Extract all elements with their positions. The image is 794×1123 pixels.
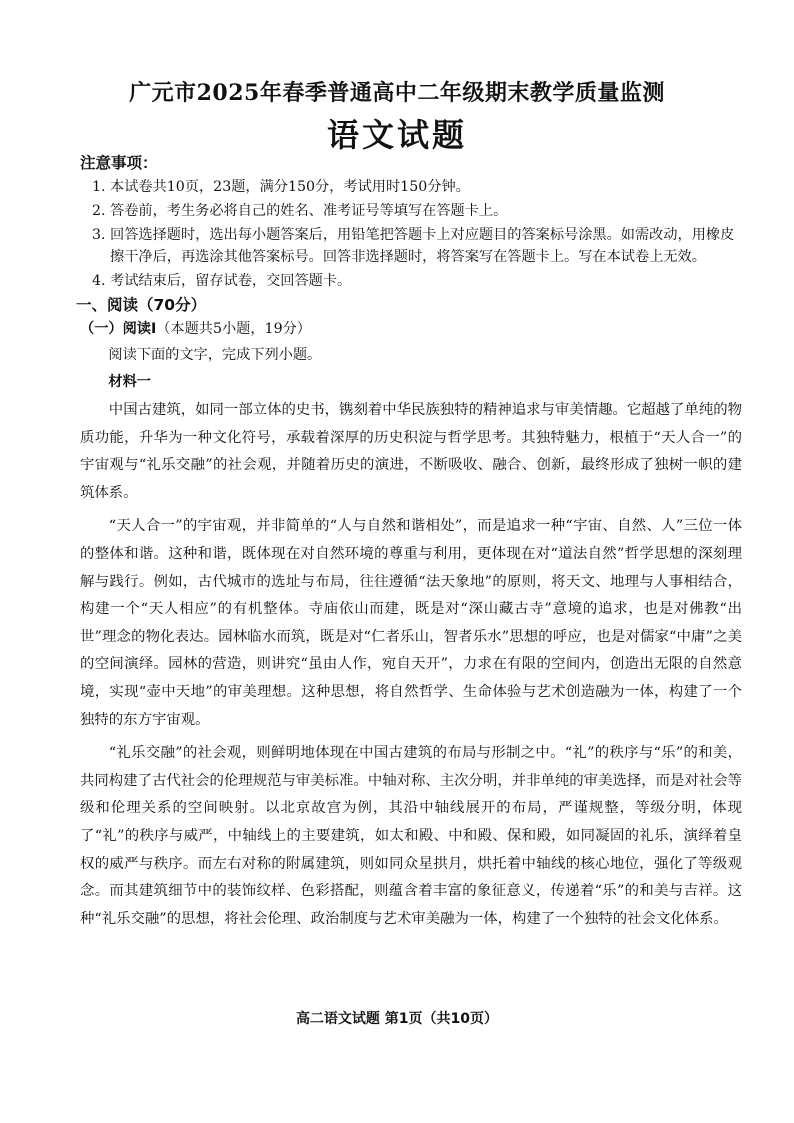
- page-footer: 高二语文试题 第1页（共10页）: [295, 1011, 499, 1027]
- exam-subject-title: 语文试题: [326, 116, 467, 154]
- material-paragraph: “礼乐交融”的社会观，则鲜明地体现在中国古建筑的布局与形制之中。“礼”的秩序与“乐”的和美，共同构建了古代社会的伦理规范与审美标准。中轴对称、主次分明，并非单纯的审美选择，而是对社会等级和伦理关系的空间映射。以北京故宫为例，其沿中轴线展开的布局，严谨规整，等级分明，体现了“礼”的秩序与威严，中轴线上的主要建筑，如太和殿、中和殿、保和殿，如同凝固的礼乐，演绎着皇权的威严与秩序。而左右对称的附属建筑，则如同众星拱月，烘托着中轴线的核心地位，强化了等级观念。而其建筑细节中的装饰纹样、色彩搭配，则蕴含着丰富的象征意义，传递着“乐”的和美与吉祥。这种“礼乐交融”的思想，将社会伦理、政治制度与艺术审美融为一体，构建了一个独特的社会文化体系。: [80, 745, 742, 927]
- section-heading: 一、阅读（70分）: [76, 296, 207, 314]
- notice-item: [80, 270, 742, 292]
- sub-section-note: （本题共5小题，19分）: [156, 321, 311, 337]
- material-paragraph: “天人合一”的宇宙观，并非简单的“人与自然和谐相处”，而是追求一种“宇宙、自然、人”三位一体的整体和谐。这种和谐，既体现在对自然环境的尊重与利用，更体现在对“道法自然”哲学思想的深刻理解与践行。例如，古代城市的选址与布局，往往遵循“法天象地”的原则，将天文、地理与人事相结合，构建一个“天人相应”的有机整体。寺庙依山而建，既是对“深山藏古寺”意境的追求，也是对佛教“出世”理念的物化表达。园林临水而筑，既是对“仁者乐山，智者乐水”思想的呼应，也是对儒家“中庸”之美的空间演绎。园林的营造，则讲究“虽由人作，宛自天开”，力求在有限的空间内，创造出无限的自然意境，实现“壶中天地”的审美理想。这种思想，将自然哲学、生命体验与艺术创造融为一体，构建了一个独特的东方宇宙观。: [80, 518, 742, 728]
- notice-item-text: 回答选择题时，选出每小题答案后，用铅笔把答题卡上对应题目的答案标号涂黑。如需改动，用橡皮擦干净后，再选涂其他答案标号。回答非选择题时，将答案写在答题卡上。写在本试卷上无效。: [110, 227, 735, 265]
- notice-list: [80, 176, 742, 292]
- notice-heading: 注意事项：: [80, 154, 158, 172]
- notice-item-number: 2.: [92, 203, 106, 219]
- sub-section-heading: [80, 318, 742, 340]
- notice-item-text: 考试结束后，留存试卷，交回答题卡。: [110, 273, 352, 289]
- notice-item: [80, 176, 742, 198]
- material-paragraph: 中国古建筑，如同一部立体的史书，镌刻着中华民族独特的精神追求与审美情趣。它超越了单纯的物质功能，升华为一种文化符号，承载着深厚的历史积淀与哲学思考。其独特魅力，根植于“天人合一”的宇宙观与“礼乐交融”的社会观，并随着历史的演进，不断吸收、融合、创新，最终形成了独树一帜的建筑体系。: [80, 402, 742, 501]
- notice-item-number: 4.: [92, 273, 106, 289]
- notice-item: [80, 224, 742, 268]
- exam-body: [76, 152, 742, 939]
- notice-item-number: 1.: [92, 179, 106, 195]
- sub-section-label: （一）阅读Ⅰ: [80, 321, 157, 337]
- notice-item-number: 3.: [92, 227, 106, 243]
- material-label: 材料一: [108, 374, 151, 390]
- notice-item-text: 答卷前，考生务必将自己的姓名、准考证号等填写在答题卡上。: [110, 203, 508, 219]
- notice-item-text: 本试卷共10页，23题，满分150分，考试用时150分钟。: [110, 179, 470, 195]
- exam-title: 广元市2025年春季普通高中二年级期末教学质量监测: [129, 80, 665, 106]
- reading-instruction: 阅读下面的文字，完成下列小题。: [108, 347, 322, 363]
- notice-item: [80, 200, 742, 222]
